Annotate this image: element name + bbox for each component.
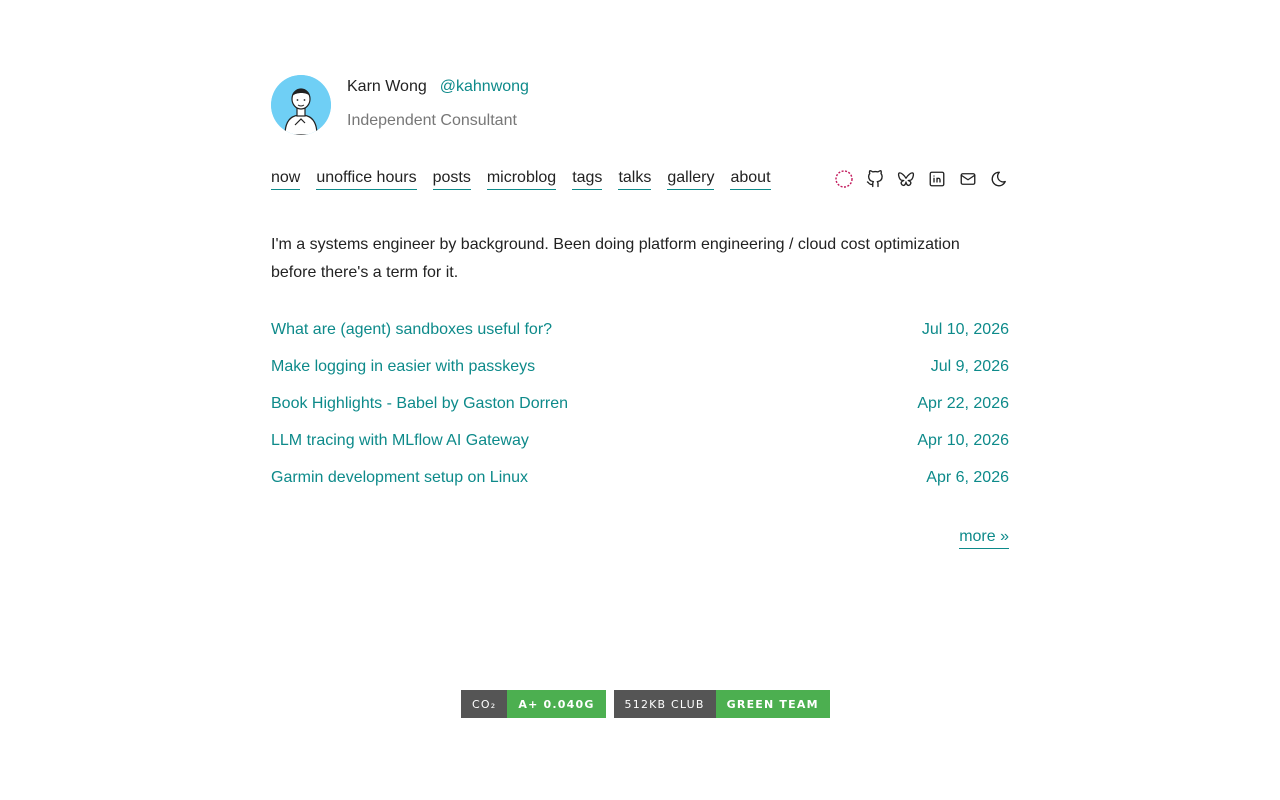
post-date: Apr 22, 2026 — [917, 394, 1009, 412]
co2-badge[interactable] — [461, 690, 606, 718]
mail-icon[interactable] — [958, 169, 978, 189]
intro-text: I'm a systems engineer by background. Been doing platform engineering / cloud cost optimization before there's a term for it. — [271, 236, 960, 281]
nav-talks[interactable]: talks — [618, 168, 651, 190]
post-date: Apr 6, 2026 — [926, 468, 1009, 486]
post-link[interactable]: Garmin development setup on Linux — [271, 468, 529, 486]
post-link[interactable]: What are (agent) sandboxes useful for? — [271, 320, 553, 338]
post-date: Apr 10, 2026 — [917, 431, 1009, 449]
more-posts-link[interactable]: more » — [959, 528, 1009, 549]
bluesky-icon[interactable] — [896, 169, 916, 189]
author-name: Karn Wong — [347, 78, 427, 95]
linkedin-icon[interactable] — [927, 169, 947, 189]
nav-posts[interactable]: posts — [433, 168, 471, 190]
moon-icon[interactable] — [989, 169, 1009, 189]
post-date: Jul 9, 2026 — [930, 357, 1009, 375]
list-item — [271, 311, 1009, 348]
post-link[interactable]: Book Highlights - Babel by Gaston Dorren — [271, 394, 569, 412]
avatar — [271, 75, 331, 135]
badge-value: GREEN TEAM — [716, 690, 830, 718]
badge-label: 512KB CLUB — [614, 690, 716, 718]
nav-microblog[interactable]: microblog — [487, 168, 556, 190]
nav-tags[interactable]: tags — [572, 168, 602, 190]
badge-value: A+ 0.040G — [507, 690, 605, 718]
github-icon[interactable] — [865, 169, 885, 189]
webring-icon[interactable] — [834, 169, 854, 189]
post-link[interactable]: LLM tracing with MLflow AI Gateway — [271, 431, 529, 449]
footer-badges — [461, 690, 838, 718]
main-nav — [271, 168, 787, 190]
profile-header — [271, 75, 1009, 135]
badge-label: CO₂ — [461, 690, 507, 718]
list-item — [271, 385, 1009, 422]
512kb-club-badge[interactable] — [614, 690, 830, 718]
nav-about[interactable]: about — [730, 168, 770, 190]
list-item — [271, 422, 1009, 459]
social-icons — [823, 169, 1009, 189]
author-handle-link[interactable]: @kahnwong — [439, 78, 529, 95]
nav-gallery[interactable]: gallery — [667, 168, 714, 190]
nav-now[interactable]: now — [271, 168, 300, 190]
nav-unoffice-hours[interactable]: unoffice hours — [316, 168, 416, 190]
post-link[interactable]: Make logging in easier with passkeys — [271, 357, 536, 375]
recent-posts-list — [271, 311, 1009, 496]
post-date: Jul 10, 2026 — [921, 320, 1009, 338]
list-item — [271, 348, 1009, 385]
author-title: Independent Consultant — [347, 112, 517, 129]
list-item — [271, 459, 1009, 496]
